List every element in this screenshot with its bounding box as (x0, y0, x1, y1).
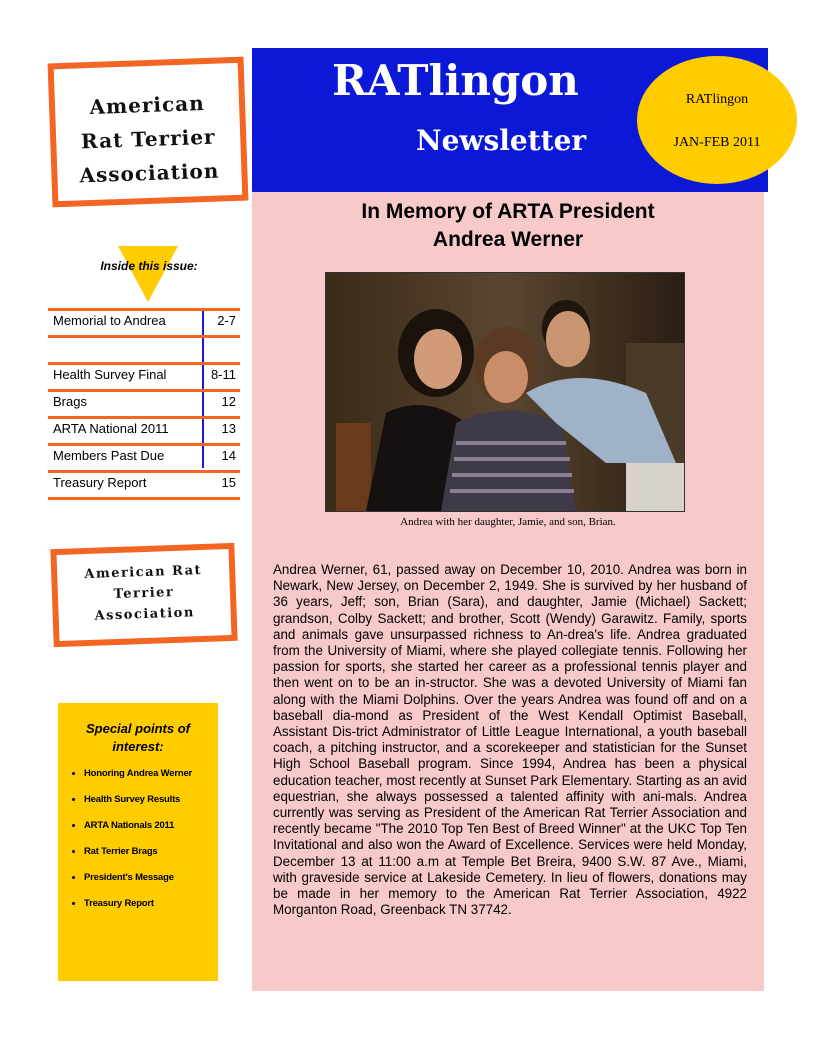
org-small-line1: American Rat (84, 562, 203, 583)
special-points-title (58, 703, 218, 756)
org-logo-box (48, 57, 249, 208)
headline-line2: Andrea Werner (432, 228, 584, 251)
toc-label: Brags (53, 394, 87, 409)
toc-label: Health Survey Final (53, 367, 167, 382)
inside-issue-title: Inside this issue: (100, 259, 198, 273)
special-title-line2: interest: (112, 739, 164, 754)
org-small-line3: Association (94, 605, 196, 624)
toc-row[interactable] (48, 470, 240, 500)
toc-page: 13 (221, 421, 236, 436)
special-points-box (58, 703, 218, 981)
badge-name: RATlingon (685, 92, 749, 107)
list-item: • Health Survey Results (84, 794, 218, 805)
triangle-icon (118, 246, 178, 302)
toc-label: ARTA National 2011 (53, 421, 169, 436)
org-small-box (50, 543, 237, 647)
list-item: • President's Message (84, 872, 218, 883)
table-of-contents (48, 308, 240, 500)
toc-row (48, 335, 240, 362)
article-headline (252, 198, 764, 254)
toc-row[interactable] (48, 308, 240, 335)
toc-label: Memorial to Andrea (53, 313, 166, 328)
list-item: • ARTA Nationals 2011 (84, 820, 218, 831)
toc-page: 8-11 (210, 367, 236, 382)
family-photo (325, 272, 685, 512)
toc-page: 2-7 (217, 313, 236, 328)
photo-illustration (326, 273, 684, 511)
toc-page: 14 (221, 448, 236, 463)
photo-caption: Andrea with her daughter, Jamie, and son, Brian. (400, 516, 616, 528)
list-item: • Honoring Andrea Werner (84, 768, 218, 779)
newsletter-title: RATlingon (332, 56, 579, 105)
issue-badge (637, 56, 797, 184)
toc-page: 12 (221, 394, 236, 409)
toc-row[interactable] (48, 416, 240, 443)
headline-line1: In Memory of ARTA President (361, 200, 655, 223)
newsletter-subtitle: Newsletter (416, 124, 587, 157)
org-name-line1: American (89, 91, 206, 120)
article-body: Andrea Werner, 61, passed away on December 10, 2010. Andrea was born in Newark, New Jersey, on December 2, 1949. She is survived by her husband of 36 years, Jeff; son, Brian (Sara), and daughter, Jamie (Michael) Sackett; grandson, Colby Sackett; and brother, Scott (Wendy) Garawitz. Family, sports and animals gave unsurpassed richness to An-drea's life. Andrea graduated from the University of Miami, where she played collegiate tennis. Following her passion for sports, she started her career as a professional tennis player and then went on to be an in-structor. She was a devoted University of Miami fan along with the Miami Dolphins. Over the years Andrea was found off and on a baseball dia-mond as President of the West Kendall Optimist Baseball, Assistant Dis-trict Administrator of Little League International, a youth baseball coach, a pitching instructor, and a scorekeeper and statistician for the Sunset High School Baseball program. Since 1994, Andrea has been a physical education teacher, most recently at Sunset Park Elementary. Starting as an avid equestrian, she always possessed a talented affinity with ani-mals. Andrea currently was serving as President of the American Rat Terrier Association and recently became "The 2010 Top Ten Best of Breed Winner" at the UKC Top Ten Invitational and also won the Award of Excellence. Services were held Monday, December 13 at 11:00 a.m at Temple Bet Breira, 9400 S.W. 87 Ave., Miami, with graveside service at Lakeside Cemetery. In lieu of flowers, donations may be made in her memory to the American Rat Terrier Association, 4922 Morganton Road, Greenback TN 37742. (273, 562, 747, 918)
org-name-line3: Association (79, 158, 220, 188)
list-item: • Treasury Report (84, 898, 218, 909)
toc-row[interactable] (48, 362, 240, 389)
org-name-line2: Rat Terrier (80, 124, 216, 154)
toc-page: 15 (221, 475, 236, 490)
toc-label: Treasury Report (53, 475, 147, 490)
special-points-list (58, 768, 218, 909)
badge-date: JAN-FEB 2011 (673, 135, 761, 150)
toc-row[interactable] (48, 443, 240, 470)
toc-label: Members Past Due (53, 448, 165, 463)
list-item: • Rat Terrier Brags (84, 846, 218, 857)
org-small-line2: Terrier (113, 584, 175, 603)
toc-row[interactable] (48, 389, 240, 416)
article-panel (252, 192, 764, 991)
special-title-line1: Special points of (85, 721, 190, 736)
